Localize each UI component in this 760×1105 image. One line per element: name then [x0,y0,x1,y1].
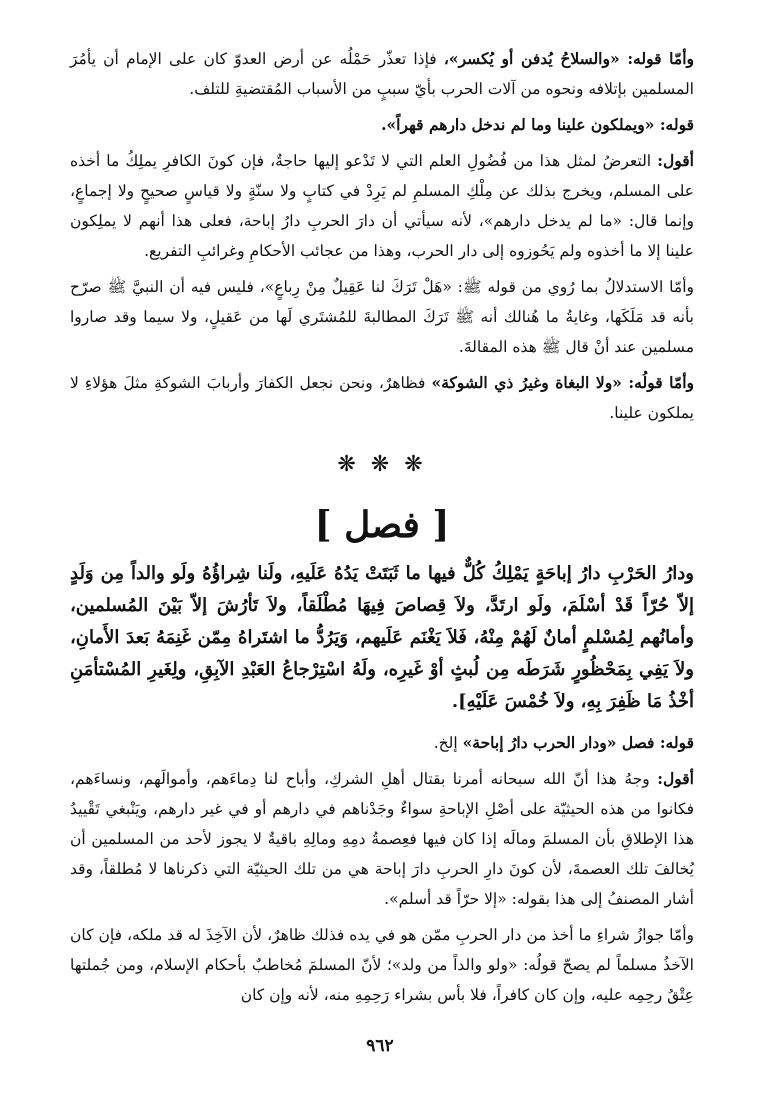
paragraph-text: وجهُ هذا أنّ الله سبحانه أمرنا بقتال أهلِ الشركِ، وأباح لنا دِماءَهم، وأموالَهم، ونساءَهم، فكانوا من هذه الحيثيّة على أصْلِ الإباحةِ سواءٌ وجَدْناهم في دارهم أو في غير دارهم، ويَنْبغي تَقْييدُ هذا الإطلاقِ بأن المسلمَ ومالَه إذا كان فيها فعِصمةُ دمِهِ ومالِهِ باقيةٌ لا يجوز لأحد من المسلمين أن يُخالفَ تلك العصمةَ، لأن كونَ دارِ الحربِ دارَ إباحة هي من تلك الحيثيّة التي ذكرناها لا مُطلقاً، وقد أشار المصنفُ إلى هذا بقوله: «إلا حرّاً قد أسلم». [70,770,694,908]
quote-lead: وأمّا قوله: «والسلاحُ يُدفن أو يُكسر»، [443,49,694,68]
quote-lead: أقول: [657,151,694,170]
quote-lead: وأمّا قولُه: «ولا البغاة وغيرُ ذي الشوكة» [431,373,694,392]
paragraph-text: فظاهرٌ، ونحن نجعل الكفارَ وأربابَ الشوكةِ مثلَ هؤلاءِ لا يملكون علينا. [70,374,694,422]
paragraph-text: التعرضُ لمثل هذا من فُضُولِ العلم التي لا تَدْعو إليها حاجةٌ، فإن كونَ الكافرِ يملِكُ ما أخذه على المسلم، ويخرج بذلك عن مِلْكِ المسلمِ لم يَرِدْ في كتابٍ ولا سنّةٍ ولا قياسٍ صحيحٍ ولا إجماعٍ، وإنما قال: «ما لم يدخل دارهم»، لأنه سيأتي أن دارَ الحربِ دارُ إباحة، فعلى هذا أنهم لا يملِكون علينا إلا ما أخذوه ولم يَحُوزوه إلى دار الحرب، وهذا من عجائب الأحكامِ وغرائبِ التفريع. [70,152,694,260]
paragraph-bughat [70,368,694,428]
paragraph-shira [70,920,694,1010]
commentary-top [70,44,694,428]
paragraph-text: وأمّا جوازُ شراءِ ما أخذ من دار الحربِ ممّن هو في يده فذلك ظاهرٌ، لأن الآخِذَ له قد ملكه، فإن كان الآخذُ مسلماً لم يصحّ قولُه: «ولو والداً من ولد»؛ لأنّ المسلمَ مُخاطبٌ بأحكام الإسلام، ومن جُملتها عِتْقُ رحِمِه عليه، وإن كان كافراً، فلا بأس بشراء رَحِمِهِ منه، لأنه وإن كان [70,926,694,1004]
paragraph-text: وأمّا الاستدلالُ بما رُوي من قوله ﷺ: «هَلْ تَرَكَ لنا عَقِيلٌ مِنْ رِباعٍ»، فليس فيه أن النبيَّ ﷺ صرّح بأنه قد مَلَكَها، وغايةُ ما هُنالك أنه ﷺ تَرَكَ المطالبةَ للمُشتَري لَها من عَقيلٍ، ولا سيما وقد صاروا مسلمين عند أنْ قال ﷺ هذه المقالةَ. [70,278,694,356]
paragraph-qawluhu [70,110,694,140]
section-separator: ❋ ❋ ❋ [337,452,427,477]
paragraph-text: إلخ. [433,734,463,752]
quote-lead: قوله: «ويملكون علينا وما لم ندخل دارهم قهراً». [381,115,694,134]
page-number: ٩٦٢ [366,1036,394,1056]
paragraph-istidlal [70,272,694,362]
paragraph-aqulu [70,146,694,266]
paragraph-weapons [70,44,694,104]
paragraph-text: فإذا تعذّر حَمْلُه عن أرض العدوّ كان على الإمام أن يأمُرَ المسلمين بإتلافه ونحوه من آلات الحرب بأيّ سببٍ من الأسباب المُقتضيةِ للتلف. [70,50,694,98]
quote-lead: قوله: فصل «ودار الحرب دارُ إباحة» [462,733,694,752]
commentary-bottom [70,728,694,1010]
quote-lead: أقول: [657,769,694,788]
matn-text: ودارُ الحَرْبِ دارُ إباحَةٍ يَمْلِكُ كُلٌّ فيها ما ثَبَتَتْ يَدُهُ عَلَيهِ، ولَنا شِراؤُهُ ولَو والداً مِن وَلَدٍ إلاّ حُرّاً قَدْ أسْلَمَ، ولَو ارتَدَّ، ولاَ قِصاصَ فِيهَا مُطْلَقاً، ولاَ تَأرُشَ إلاّ بَيْنَ المُسلمين، وأمانُهم لِمُسْلمٍ أمانٌ لَهُمْ مِنْهُ، فَلاَ يَغْنَم عَلَيهم، وَيَرُدُّ ما اشتَراهُ مِمّن غَنِمَهُ بَعدَ الأَمانِ، ولاَ يَفِي بِمَحْظُورٍ شَرَطَه مِن لُبثٍ أوْ غَيرِه، ولَهُ اسْتِرْجاعُ العَبْدِ الآبِقِ، ولِغَيرِ المُسْتأمَنِ أخْذُ مَا ظَفِرَ بِهِ، ولاَ خُمْسَ عَلَيْهِ]. [70,563,694,712]
paragraph-aqulu-ibaha [70,764,694,914]
fasl-heading: [ فصل ] [314,504,450,546]
paragraph-qawluhu-fasl [70,728,694,758]
